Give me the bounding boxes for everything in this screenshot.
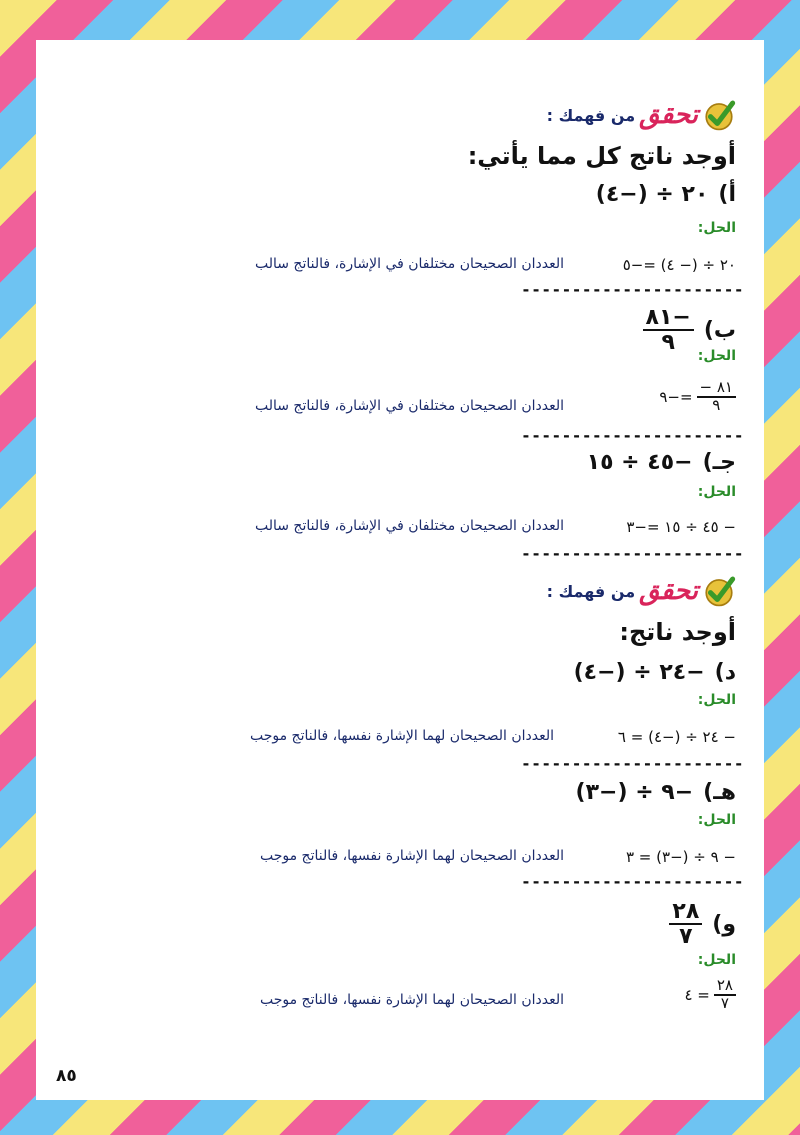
- solution-explanation: العددان الصحيحان لهما الإشارة نفسها، فالناتج موجب: [259, 848, 564, 864]
- work-result: = ٤: [684, 985, 710, 1004]
- solution-explanation: العددان الصحيحان مختلفان في الإشارة، فالناتج سالب: [254, 256, 564, 272]
- solution-label: الحل:: [697, 484, 736, 500]
- problem-expression: −٩ ÷ (−٣): [575, 780, 694, 805]
- solution-work: [684, 978, 736, 1012]
- check-subtitle: من فهمك :: [546, 581, 636, 601]
- separator-line: ----------------------: [521, 544, 744, 563]
- fraction-numerator: ٢٨: [669, 900, 702, 925]
- work-denominator: ٩: [712, 395, 721, 414]
- separator-line: ----------------------: [521, 280, 744, 299]
- fraction-denominator: ٧: [679, 924, 693, 950]
- solution-label: الحل:: [697, 348, 736, 364]
- problem-label: أ): [718, 182, 736, 207]
- problem-fraction: [669, 900, 702, 948]
- solution-explanation: العددان الصحيحان مختلفان في الإشارة، فالناتج سالب: [254, 518, 564, 534]
- problem-d: [574, 660, 736, 685]
- section-heading-2: أوجد ناتج:: [619, 618, 736, 646]
- problem-e: [576, 780, 736, 805]
- check-understanding-header-1: [547, 98, 736, 132]
- solution-work: ٢٠ ÷ (− ٤) =−٥: [622, 256, 736, 274]
- check-title: تحقق: [639, 576, 698, 606]
- work-denominator: ٧: [720, 993, 729, 1012]
- problem-fraction: [643, 306, 694, 354]
- problem-expression: −٢٤ ÷ (−٤): [573, 660, 705, 685]
- solution-label: الحل:: [697, 692, 736, 708]
- work-result: =−٩: [659, 387, 693, 406]
- problem-b: [643, 306, 736, 354]
- work-numerator: ٨١ −: [697, 380, 736, 398]
- problem-label: ب): [703, 317, 736, 343]
- solution-work: − ٩ ÷ (−٣) = ٣: [625, 848, 736, 866]
- check-mark-icon: [702, 574, 736, 608]
- separator-line: ----------------------: [521, 872, 744, 891]
- problem-expression: ٢٠ ÷ (−٤): [595, 182, 709, 207]
- work-numerator: ٢٨: [714, 978, 736, 996]
- work-fraction: [697, 380, 736, 414]
- solution-label: الحل:: [697, 220, 736, 236]
- problem-label: د): [714, 660, 736, 685]
- solution-work: − ٢٤ ÷ (−٤) = ٦: [617, 728, 736, 746]
- problem-a: [596, 182, 736, 207]
- problem-c: [587, 450, 736, 475]
- solution-explanation: العددان الصحيحان لهما الإشارة نفسها، فالناتج موجب: [259, 992, 564, 1008]
- solution-work: − ٤٥ ÷ ١٥ =−٣: [626, 518, 736, 536]
- fraction-denominator: ٩: [661, 330, 675, 356]
- check-mark-icon: [702, 98, 736, 132]
- page-number: ٨٥: [56, 1066, 77, 1086]
- fraction-numerator: −٨١: [643, 306, 694, 331]
- worksheet-page: [36, 40, 764, 1100]
- problem-expression: −٤٥ ÷ ١٥: [586, 450, 693, 475]
- solution-label: الحل:: [697, 812, 736, 828]
- check-subtitle: من فهمك :: [546, 105, 636, 125]
- solution-explanation: العددان الصحيحان لهما الإشارة نفسها، فالناتج موجب: [249, 728, 554, 744]
- check-understanding-header-2: [547, 574, 736, 608]
- separator-line: ----------------------: [521, 754, 744, 773]
- solution-explanation: العددان الصحيحان مختلفان في الإشارة، فالناتج سالب: [254, 398, 564, 414]
- section-heading-1: أوجد ناتج كل مما يأتي:: [467, 142, 736, 170]
- solution-work: [659, 380, 736, 414]
- problem-f: [669, 900, 736, 948]
- check-title: تحقق: [639, 100, 698, 130]
- problem-label: و): [712, 911, 736, 937]
- solution-label: الحل:: [697, 952, 736, 968]
- problem-label: هـ): [703, 780, 736, 805]
- separator-line: ----------------------: [521, 426, 744, 445]
- work-fraction: [714, 978, 736, 1012]
- problem-label: جـ): [702, 450, 736, 475]
